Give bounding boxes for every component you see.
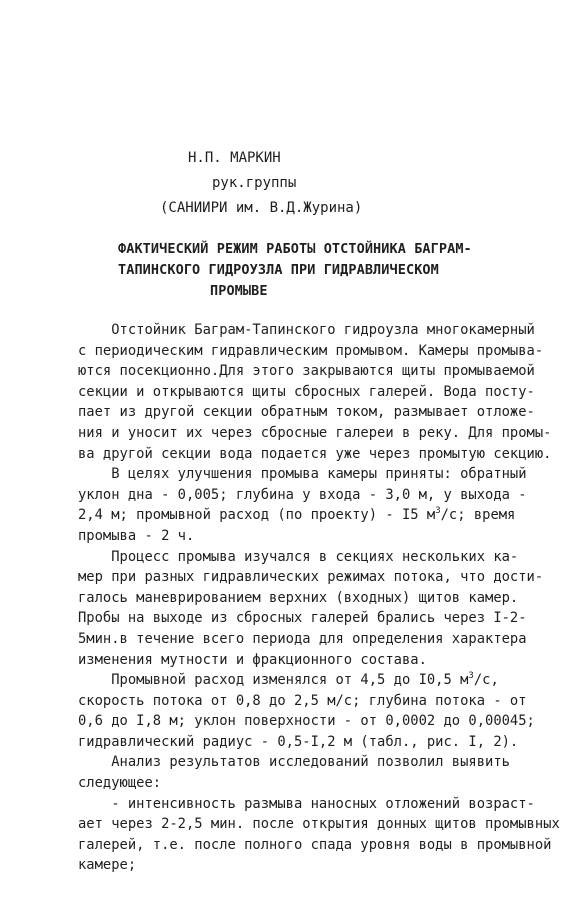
text-fragment: /с, xyxy=(473,672,499,689)
text-line: 5мин.в течение всего периода для определения характера xyxy=(78,630,527,647)
title-line-3: ПРОМЫВЕ xyxy=(210,283,268,299)
text-line: уклон дна - 0,005; глубина у входа - 3,0 м, у выхода - xyxy=(78,486,527,503)
text-line: Пробы на выходе из сбросных галерей брались через I-2- xyxy=(78,610,527,627)
text-line: пает из другой секции обратным током, размывает отложе- xyxy=(78,404,535,421)
text-fragment: 2,4 м; промывной расход (по проекту) - I5 м xyxy=(78,507,436,524)
text-line-with-superscript xyxy=(78,670,548,691)
superscript: 3 xyxy=(468,671,474,682)
text-line: ются посекционно.Для этого закрываются щиты промываемой xyxy=(78,363,535,380)
text-fragment: Промывной расход изменялся от 4,5 до I0,5 м xyxy=(78,672,469,689)
author-organization: (САНИИРИ им. В.Д.Журина) xyxy=(160,200,363,216)
superscript: 3 xyxy=(435,506,441,517)
text-line: изменения мутности и фракционного состава. xyxy=(78,651,427,668)
text-line-with-superscript xyxy=(78,505,548,526)
text-line: мер при разных гидравлических режимах потока, что дости- xyxy=(78,569,544,586)
text-line: Процесс промыва изучался в секциях нескольких ка- xyxy=(78,548,519,565)
text-line: секции и открываются щиты сбросных галерей. Вода посту- xyxy=(78,383,535,400)
text-line: галось маневрированием верхних (входных) щитов камер. xyxy=(78,589,519,606)
text-line: ва другой секции вода подается уже через промытую секцию. xyxy=(78,445,552,462)
title-line-2: ТАПИНСКОГО ГИДРОУЗЛА ПРИ ГИДРАВЛИЧЕСКОМ xyxy=(118,262,439,278)
title-line-1: ФАКТИЧЕСКИЙ РЕЖИМ РАБОТЫ ОТСТОЙНИКА БАГРАМ- xyxy=(118,241,472,257)
text-fragment: /с; время xyxy=(440,507,516,524)
text-line: гидравлический радиус - 0,5-I,2 м (табл., рис. I, 2). xyxy=(78,733,519,750)
text-line: ает через 2-2,5 мин. после открытия донных щитов промывных xyxy=(78,816,560,833)
text-line: Анализ результатов исследований позволил выявить xyxy=(78,754,510,771)
text-line: Отстойник Баграм-Тапинского гидроузла многокамерный xyxy=(78,322,535,338)
text-line: камере; xyxy=(78,857,137,874)
text-line: скорость потока от 0,8 до 2,5 м/с; глубина потока - от xyxy=(78,692,527,709)
text-line: ния и уносит их через сбросные галереи в реку. Для промы- xyxy=(78,424,552,441)
text-line: В целях улучшения промыва камеры приняты: обратный xyxy=(78,466,527,483)
author-name: Н.П. МАРКИН xyxy=(188,150,281,166)
body-text xyxy=(78,320,560,876)
text-line: галерей, т.е. после полного спада уровня воды в промывной xyxy=(78,836,552,853)
text-line: - интенсивность размыва наносных отложений возраст- xyxy=(78,795,535,812)
author-role: рук.группы xyxy=(212,175,297,191)
text-line: следующее: xyxy=(78,775,162,792)
text-line: с периодическим гидравлическим промывом. Камеры промыва- xyxy=(78,342,544,359)
text-line: промыва - 2 ч. xyxy=(78,527,195,544)
text-line: 0,6 до I,8 м; уклон поверхности - от 0,0002 до 0,00045; xyxy=(78,713,535,730)
